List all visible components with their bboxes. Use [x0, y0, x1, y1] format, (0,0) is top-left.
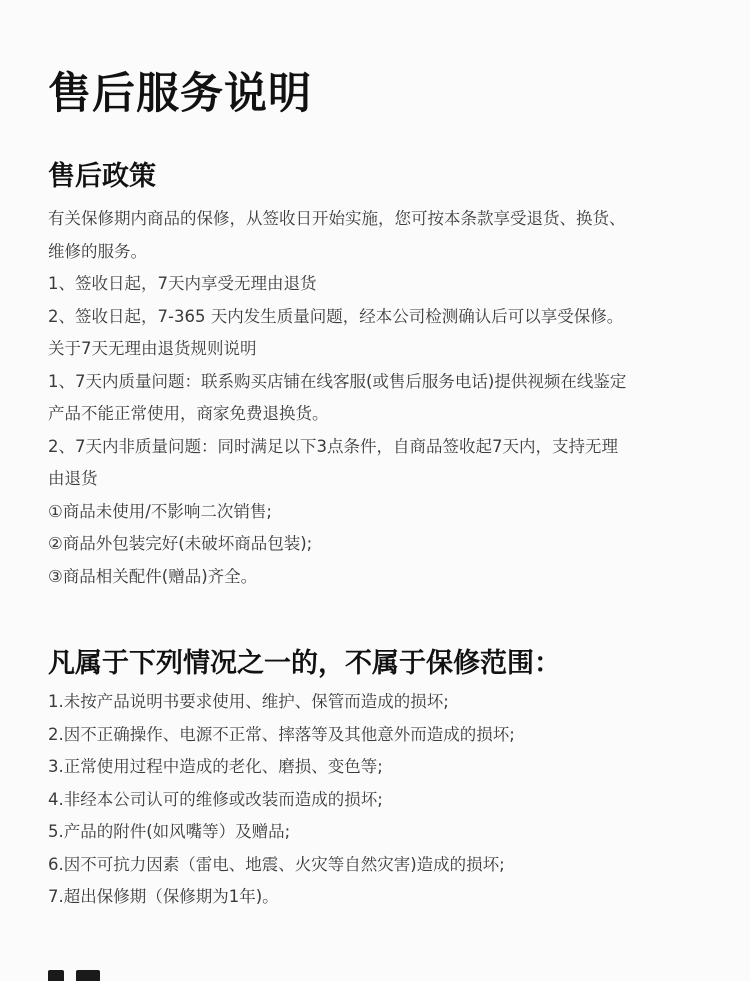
policy-line: ②商品外包装完好(未破坏商品包装);	[48, 534, 313, 553]
exclusion-item: 7.超出保修期（保修期为1年)。	[48, 887, 279, 906]
policy-line: 1、7天内质量问题：联系购买店铺在线客服(或售后服务电话)提供视频在线鉴定	[48, 371, 627, 391]
policy-line: 2、7天内非质量问题：同时满足以下3点条件，自商品签收起7天内，支持无理	[48, 436, 618, 456]
exclusion-item: 6.因不可抗力因素（雷电、地震、火灾等自然灾害)造成的损坏;	[48, 854, 505, 874]
exclusions-section-title: 凡属于下列情况之一的，不属于保修范围：	[48, 648, 561, 679]
exclusion-item: 2.因不正确操作、电源不正常、摔落等及其他意外而造成的损坏;	[48, 724, 515, 744]
exclusion-item: 4.非经本公司认可的维修或改装而造成的损坏;	[48, 789, 383, 809]
policy-line: 有关保修期内商品的保修，从签收日开始实施，您可按本条款享受退货、换货、	[48, 209, 626, 228]
policy-text	[48, 203, 728, 593]
policy-line: 1、签收日起，7天内享受无理由退货	[48, 274, 317, 293]
page-title: 售后服务说明	[48, 69, 312, 119]
exclusions-list	[48, 686, 728, 914]
exclusion-item: 1.未按产品说明书要求使用、维护、保管而造成的损坏;	[48, 692, 449, 711]
policy-section-title: 售后政策	[48, 161, 156, 192]
policy-line: ③商品相关配件(赠品)齐全。	[48, 566, 258, 586]
policy-line: 产品不能正常使用，商家免费退换货。	[48, 404, 329, 423]
policy-line: 由退货	[48, 469, 98, 488]
policy-line: 关于7天无理由退货规则说明	[48, 339, 257, 358]
policy-line: ①商品未使用/不影响二次销售;	[48, 501, 272, 521]
exclusion-item: 5.产品的附件(如风嘴等）及赠品;	[48, 822, 291, 841]
cut-off-heading-fragment	[48, 970, 168, 981]
exclusion-item: 3.正常使用过程中造成的老化、磨损、变色等;	[48, 757, 383, 776]
policy-line: 维修的服务。	[48, 241, 147, 261]
policy-line: 2、签收日起，7-365 天内发生质量问题，经本公司检测确认后可以享受保修。	[48, 306, 624, 326]
